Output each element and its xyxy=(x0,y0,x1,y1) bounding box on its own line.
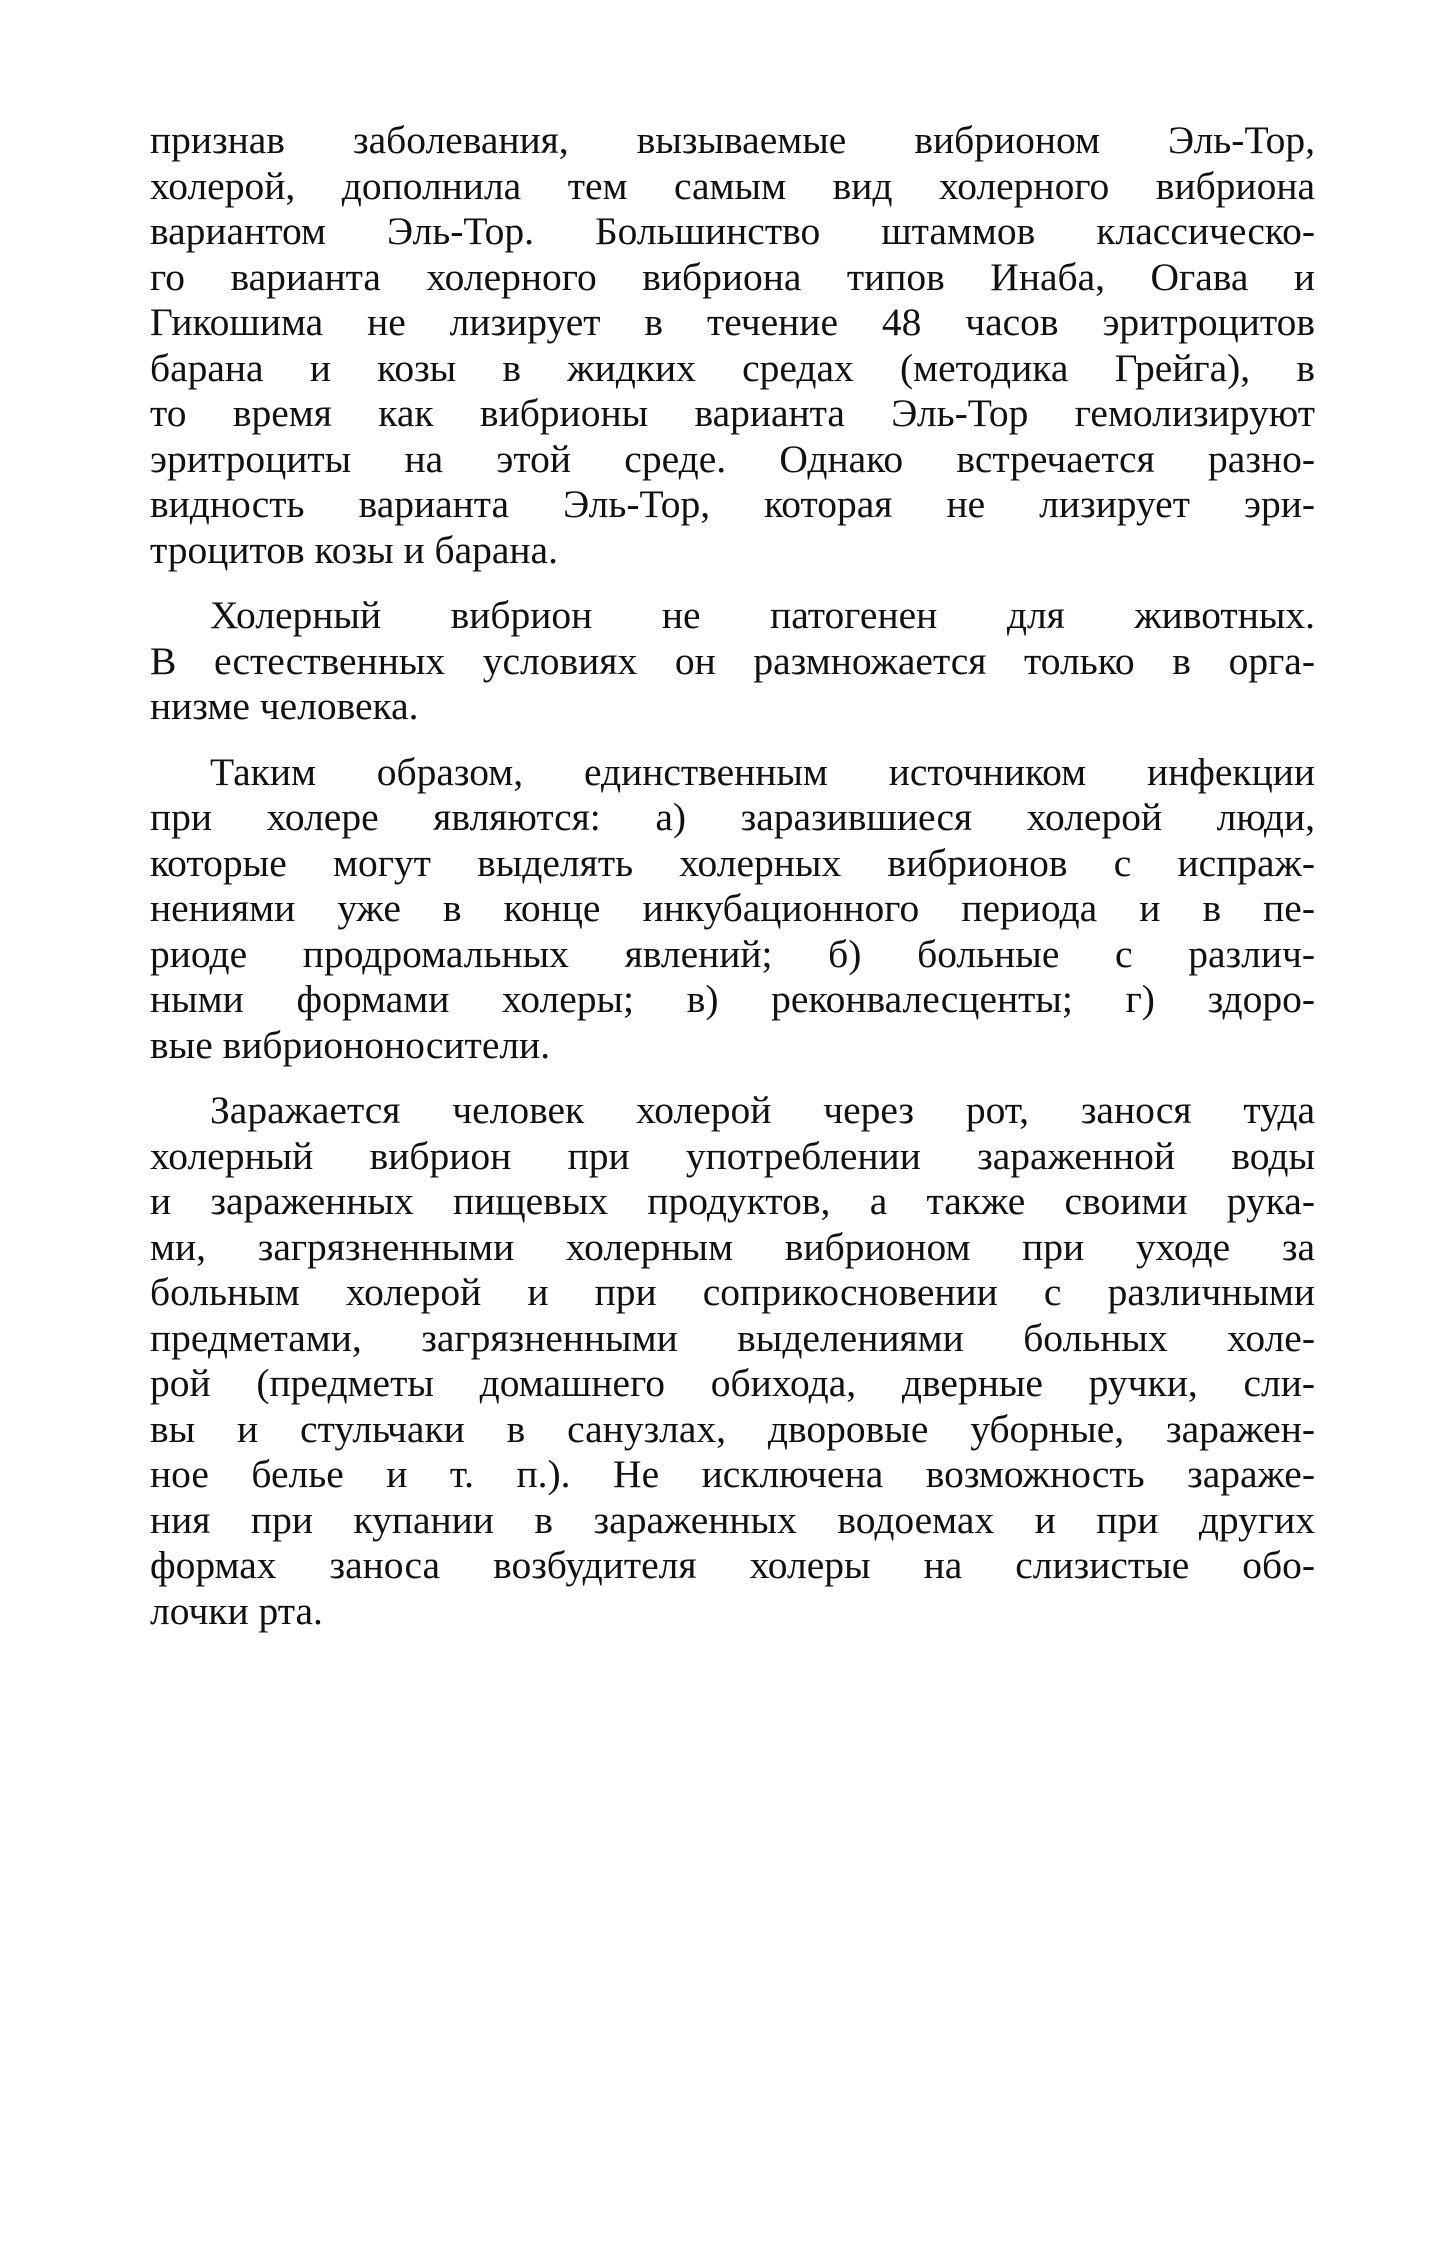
text-line: рой (предметы домашнего обихода, дверные ручки, сли- xyxy=(150,1361,1315,1405)
text-line: барана и козы в жидких средах (методика Грейга), в xyxy=(150,345,1315,390)
paragraph-2 xyxy=(150,593,1315,730)
text-line: риоде продромальных явлений; б) больные с различ- xyxy=(150,931,1315,976)
text-line: предметами, загрязненными выделениями больных холе- xyxy=(150,1315,1315,1360)
text-line: вые вибриононосители. xyxy=(150,1022,551,1067)
text-line: троцитов козы и барана. xyxy=(150,527,558,572)
text-line: Гикошима не лизирует в течение 48 часов эритроцитов xyxy=(150,300,1315,344)
text-line: Заражается человек холерой через рот, занося туда xyxy=(210,1088,1315,1132)
paragraph-gap xyxy=(150,1068,1315,1088)
text-line: лочки рта. xyxy=(150,1588,323,1633)
paragraph-4 xyxy=(150,1088,1315,1634)
text-line: вариантом Эль-Тор. Большинство штаммов классическо- xyxy=(150,209,1315,253)
text-line: которые могут выделять холерных вибрионов с испраж- xyxy=(150,840,1315,885)
text-line: ными формами холеры; в) реконвалесценты; г) здоро- xyxy=(150,977,1315,1021)
paragraph-gap xyxy=(150,573,1315,593)
body-text xyxy=(150,118,1315,1634)
text-line: формах заноса возбудителя холеры на слизистые обо- xyxy=(150,1543,1315,1587)
text-line: Холерный вибрион не патогенен для животных. xyxy=(210,593,1315,637)
text-line: то время как вибрионы варианта Эль-Тор гемолизируют xyxy=(150,391,1315,435)
text-line: Таким образом, единственным источником инфекции xyxy=(210,749,1315,794)
text-line: ми, загрязненными холерным вибрионом при уходе за xyxy=(150,1224,1315,1269)
paragraph-gap xyxy=(150,730,1315,750)
text-line: больным холерой и при соприкосновении с различными xyxy=(150,1270,1315,1314)
text-line: нениями уже в конце инкубационного периода и в пе- xyxy=(150,886,1315,930)
text-line: при холере являются: а) заразившиеся холерой люди, xyxy=(150,795,1315,839)
text-line: признав заболевания, вызываемые вибрионом Эль-Тор, xyxy=(150,118,1315,162)
text-line: го варианта холерного вибриона типов Инаба, Огава и xyxy=(150,254,1315,299)
paragraph-1 xyxy=(150,118,1315,573)
text-line: ния при купании в зараженных водоемах и при других xyxy=(150,1497,1315,1542)
text-line: видность варианта Эль-Тор, которая не лизирует эри- xyxy=(150,482,1315,526)
text-line: ное белье и т. п.). Не исключена возможность зараже- xyxy=(150,1452,1315,1496)
text-line: холерный вибрион при употреблении зараженной воды xyxy=(150,1133,1315,1178)
text-line: вы и стульчаки в санузлах, дворовые уборные, заражен- xyxy=(150,1406,1315,1451)
text-line: эритроциты на этой среде. Однако встречается разно- xyxy=(150,436,1315,481)
text-line: и зараженных пищевых продуктов, а также своими рука- xyxy=(150,1179,1315,1223)
text-line: низме человека. xyxy=(150,684,419,728)
text-line: холерой, дополнила тем самым вид холерного вибриона xyxy=(150,163,1315,208)
paragraph-3 xyxy=(150,750,1315,1069)
text-line: В естественных условиях он размножается только в орга- xyxy=(150,638,1315,683)
